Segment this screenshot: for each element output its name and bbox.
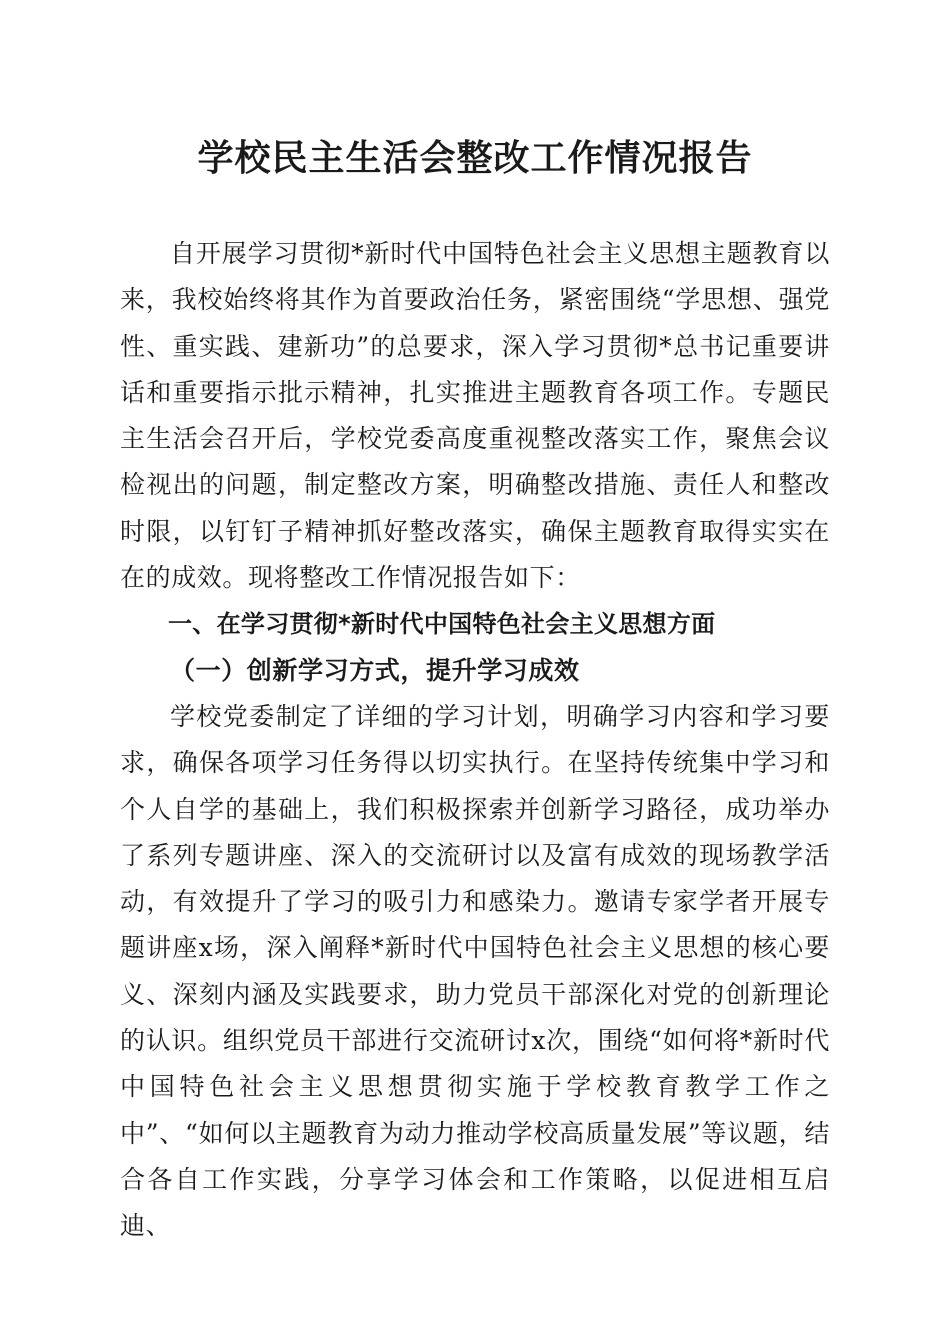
document-title: 学校民主生活会整改工作情况报告 [197,137,753,179]
intro-paragraph: 自开展学习贯彻*新时代中国特色社会主义思想主题教育以来，我校始终将其作为首要政治任务，紧密围绕“学思想、强党性、重实践、建新功”的总要求，深入学习贯彻*总书记重要讲话和重要指示批示精神，扎实推进主题教育各项工作。专题民主生活会召开后，学校党委高度重视整改落实工作，聚焦会议检视出的问题，制定整改方案，明确整改措施、责任人和整改时限，以钉钉子精神抓好整改落实，确保主题教育取得实实在在的成效。现将整改工作情况报告如下： [120,239,830,593]
subsection-heading-1: （一）创新学习方式，提升学习成效 [170,655,580,685]
section-heading-1: 一、在学习贯彻*新时代中国特色社会主义思想方面 [168,610,716,639]
document-body [120,231,830,1250]
subsection-paragraph-1: 学校党委制定了详细的学习计划，明确学习内容和学习要求，确保各项学习任务得以切实执行。在坚持传统集中学习和个人自学的基础上，我们积极探索并创新学习路径，成功举办了系列专题讲座、深入的交流研讨以及富有成效的现场教学活动，有效提升了学习的吸引力和感染力。邀请专家学者开展专题讲座x场，深入阐释*新时代中国特色社会主义思想的核心要义、深刻内涵及实践要求，助力党员干部深化对党的创新理论的认识。组织党员干部进行交流研讨x次，围绕“如何将*新时代中国特色社会主义思想贯彻实施于学校教育教学工作之中”、“如何以主题教育为动力推动学校高质量发展”等议题，结合各自工作实践，分享学习体会和工作策略，以促进相互启迪、 [120,701,830,1241]
